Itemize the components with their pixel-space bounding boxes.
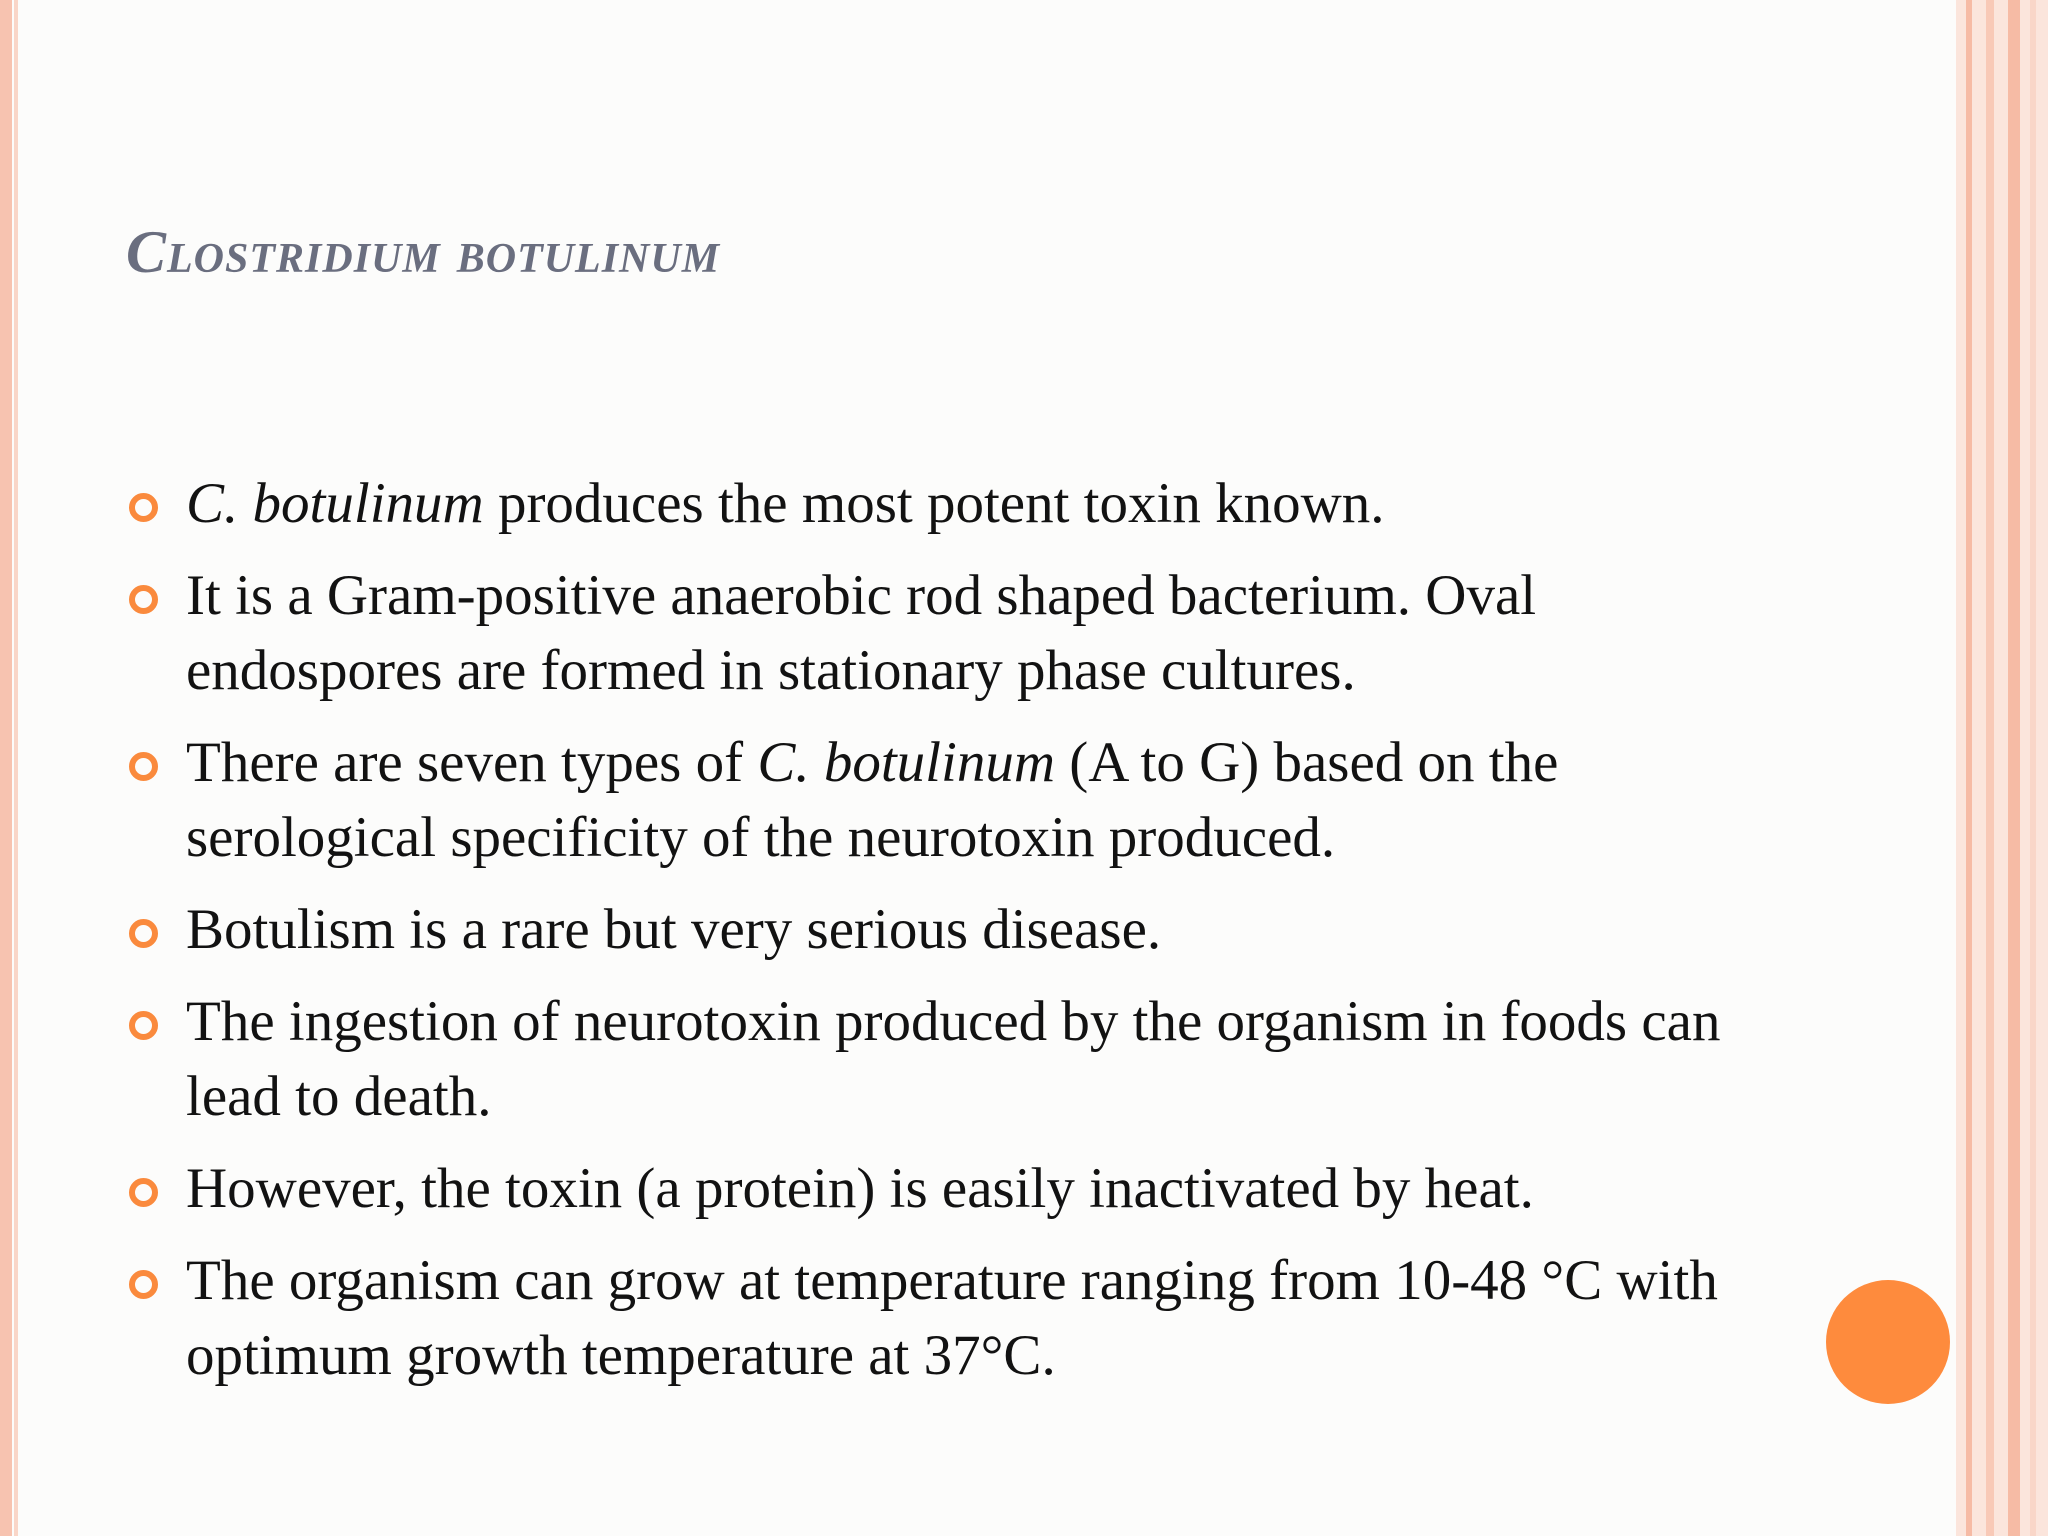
- right-frame-stripe: [2030, 0, 2036, 1536]
- bullet-ring-icon: [129, 1270, 158, 1299]
- bullet-italic-text: C. botulinum: [757, 731, 1056, 794]
- bullet-item: [126, 466, 1766, 541]
- bullet-ring-icon: [129, 752, 158, 781]
- bullet-ring-icon: [129, 1178, 158, 1207]
- decorative-orange-circle: [1826, 1280, 1950, 1404]
- bullet-italic-text: C. botulinum: [186, 472, 484, 535]
- bullet-text: It is a Gram-positive anaerobic rod shaped bacterium. Oval endospores are formed in stationary phase cultures.: [186, 564, 1537, 702]
- slide-title: Clostridium botulinum: [126, 219, 721, 285]
- bullet-item: [126, 1151, 1766, 1226]
- bullet-item: [126, 725, 1766, 875]
- bullet-ring-icon: [129, 919, 158, 948]
- right-frame-stripe: [2008, 0, 2020, 1536]
- bullet-text: The ingestion of neurotoxin produced by the organism in foods can lead to death.: [186, 990, 1721, 1128]
- bullet-text: Botulism is a rare but very serious disease.: [186, 898, 1162, 961]
- bullet-ring-icon: [129, 1011, 158, 1040]
- right-frame-stripe: [1986, 0, 1994, 1536]
- left-frame-stripe-thin: [14, 0, 18, 1536]
- bullet-item: [126, 1243, 1766, 1393]
- right-frame-stripe: [1966, 0, 1972, 1536]
- bullet-list: [126, 466, 1766, 1410]
- bullet-text: produces the most potent toxin known.: [483, 472, 1385, 535]
- bullet-item: [126, 558, 1766, 708]
- bullet-item: [126, 984, 1766, 1134]
- bullet-ring-icon: [129, 585, 158, 614]
- bullet-text: (A to G) based on the serological specificity of the neurotoxin produced.: [186, 731, 1559, 869]
- bullet-ring-icon: [129, 493, 158, 522]
- left-frame-stripe: [0, 0, 12, 1536]
- bullet-text: The organism can grow at temperature ranging from 10-48 °C with optimum growth temperature at 37°C.: [186, 1249, 1718, 1387]
- bullet-text: However, the toxin (a protein) is easily inactivated by heat.: [186, 1157, 1534, 1220]
- bullet-text: There are seven types of: [186, 731, 758, 794]
- bullet-item: [126, 892, 1766, 967]
